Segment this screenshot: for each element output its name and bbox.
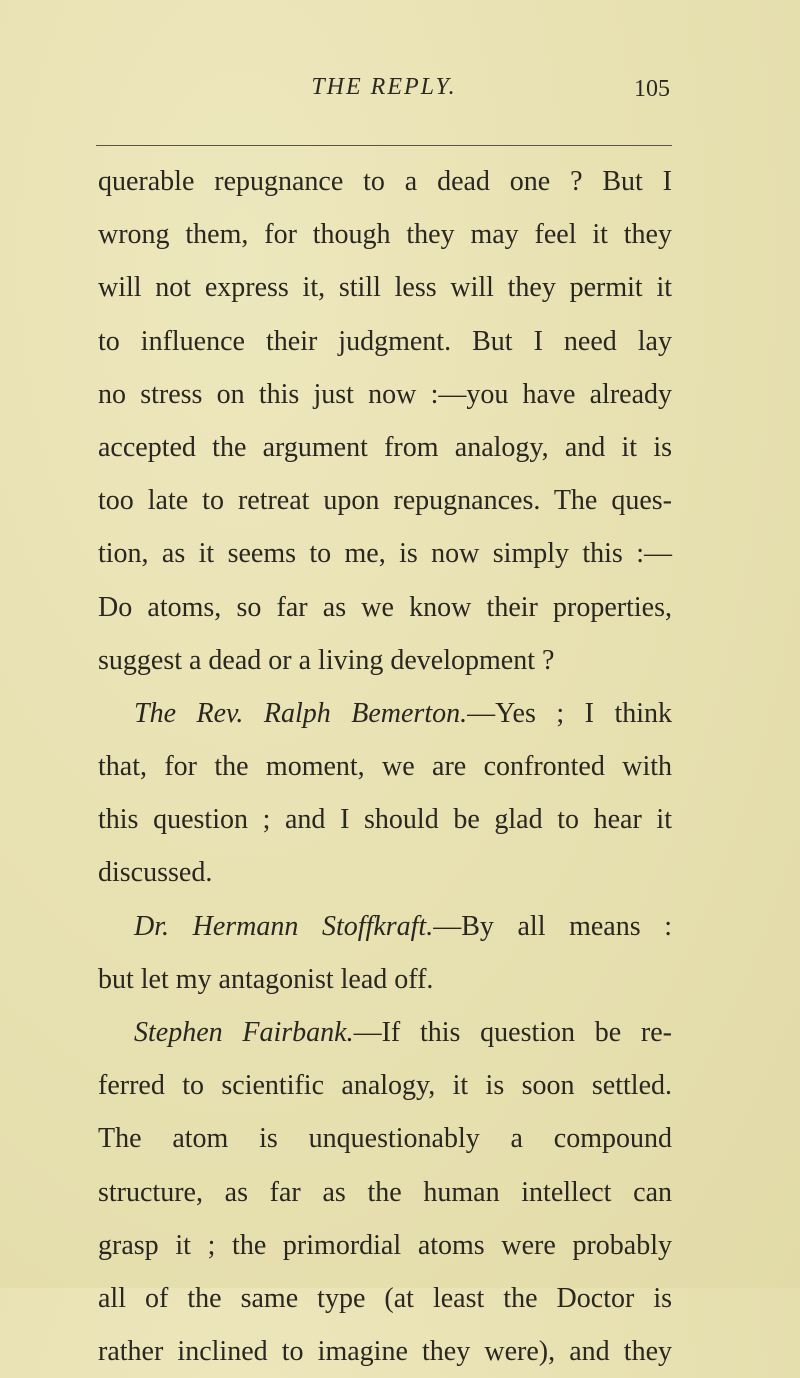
- text-line: tion, as it seems to me, is now simply this :—: [98, 538, 672, 570]
- text-line: ferred to scientific analogy, it is soon settled.: [98, 1070, 672, 1102]
- text-line: accepted the argument from analogy, and it is: [98, 431, 672, 463]
- speaker-name: Dr. Hermann Stoffkraft.: [134, 910, 434, 942]
- text-line: will not express it, still less will they permit it: [98, 272, 672, 304]
- body-text: [98, 155, 672, 1378]
- speaker-name: Stephen Fairbank.: [134, 1017, 354, 1048]
- text-line: to influence their judgment. But I need lay: [98, 325, 672, 357]
- speech-text: —If this question be re-: [353, 1017, 672, 1048]
- text-line: wrong them, for though they may feel it they: [98, 219, 672, 251]
- speaker-name: The Rev. Ralph Bemerton.: [134, 697, 468, 729]
- header-rule: [96, 145, 672, 146]
- speech-text: —Yes ; I think: [467, 697, 672, 729]
- text-line: but let my antagonist lead off.: [98, 963, 434, 995]
- text-line: grasp it ; the primordial atoms were probably: [98, 1229, 672, 1261]
- text-line: The atom is unquestionably a compound: [98, 1123, 672, 1155]
- page-number: 105: [634, 76, 670, 102]
- text-line: Do atoms, so far as we know their properties,: [98, 591, 672, 623]
- text-line: querable repugnance to a dead one ? But I: [98, 166, 672, 197]
- text-line: suggest a dead or a living development ?: [98, 644, 555, 676]
- text-line: no stress on this just now :—you have already: [98, 378, 672, 410]
- speech-text: —By all means :: [433, 910, 673, 942]
- text-line: that, for the moment, we are confronted with: [98, 751, 672, 783]
- running-head: [98, 74, 670, 114]
- text-line: this question ; and I should be glad to hear it: [98, 804, 672, 836]
- dialogue-line: [98, 1006, 672, 1059]
- dialogue-line: [98, 687, 672, 740]
- text-line: structure, as far as the human intellect can: [98, 1176, 672, 1208]
- text-line: all of the same type (at least the Doctor is: [98, 1282, 672, 1314]
- dialogue-line: [98, 900, 672, 953]
- text-line: too late to retreat upon repugnances. The ques-: [98, 485, 672, 517]
- text-line: discussed.: [98, 857, 213, 889]
- text-line: rather inclined to imagine they were), and they: [98, 1336, 672, 1368]
- running-title: THE REPLY.: [311, 74, 457, 100]
